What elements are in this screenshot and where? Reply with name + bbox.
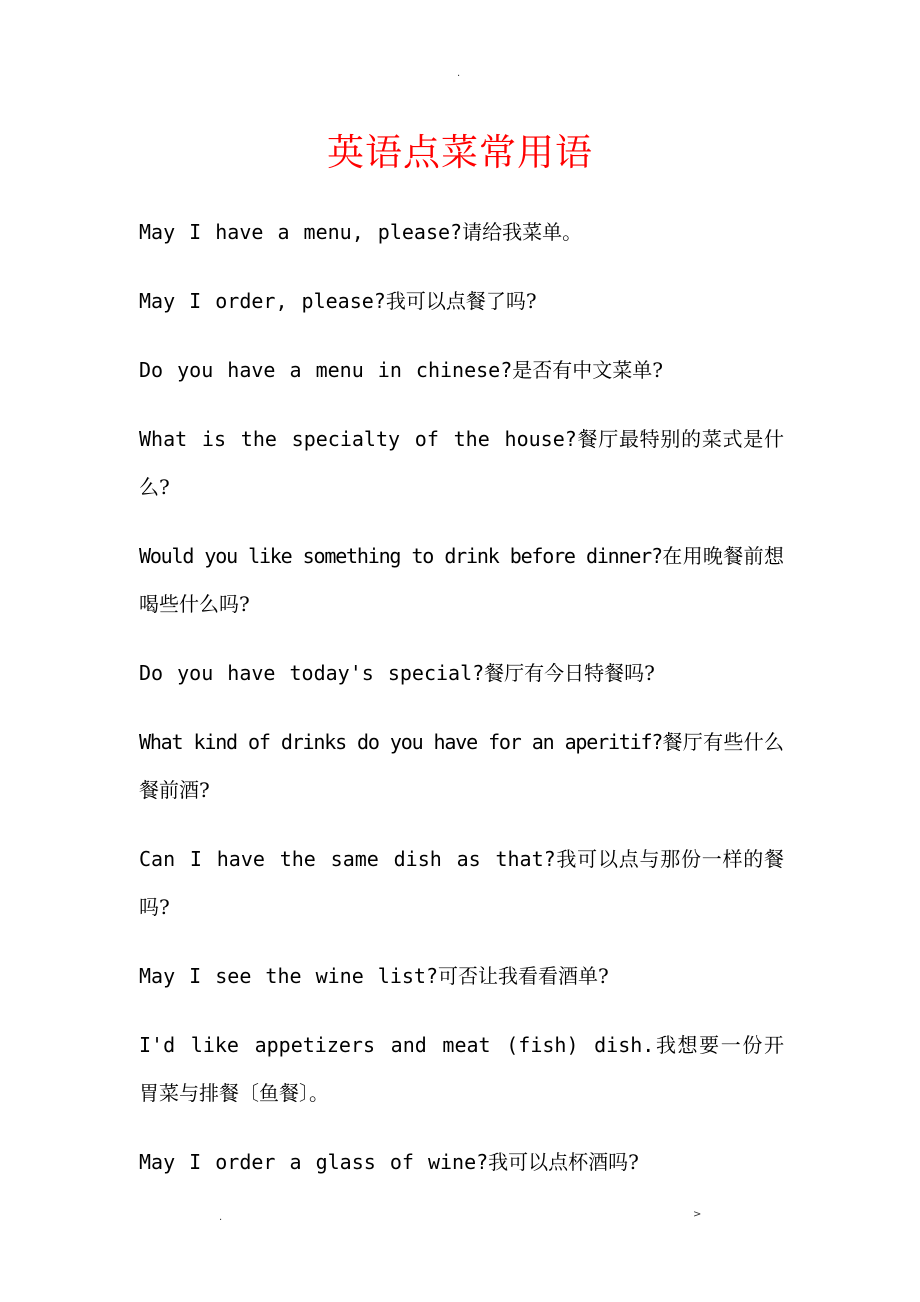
phrase-english: Can I have the same dish as that? [139,847,556,871]
phrase-english: What is the specialty of the house? [139,427,577,451]
phrase-chinese: 餐厅最特别的菜式是什么? [139,427,785,499]
phrase-chinese: 餐厅有今日特餐吗? [484,661,655,685]
footer-left-mark: . [219,1212,223,1223]
document-title: 英语点菜常用语 [327,131,593,174]
phrase-chinese: 餐厅有些什么餐前酒? [139,730,785,802]
phrase-item [139,208,784,256]
phrase-english: May I order a glass of wine? [139,1150,489,1174]
phrase-list [139,208,784,1207]
header-mark: . [457,68,461,79]
phrase-chinese: 我可以点餐了吗? [385,289,537,313]
phrase-english: I'd like appetizers and meat (fish) dish. [139,1033,655,1057]
phrase-english: Do you have today's special? [139,661,485,685]
phrase-chinese: 我可以点杯酒吗? [488,1150,639,1174]
phrase-english: May I order, please? [139,289,386,313]
phrase-chinese: 是否有中文菜单? [512,358,663,382]
phrase-english: Would you like something to drink before dinner? [139,544,662,568]
phrase-item [139,1138,784,1186]
phrase-item [139,277,784,325]
phrase-chinese: 我可以点与那份一样的餐吗? [139,847,785,919]
phrase-item [139,532,784,628]
phrase-item [139,1021,784,1117]
phrase-chinese: 在用晚餐前想喝些什么吗? [139,544,784,616]
phrase-chinese: 我想要一份开胃菜与排餐〔鱼餐〕。 [139,1033,784,1105]
phrase-chinese: 可否让我看看酒单? [437,964,609,988]
phrase-chinese: 请给我菜单。 [462,220,583,244]
phrase-english: May I have a menu, please? [139,220,463,244]
phrase-item [139,835,784,931]
phrase-item [139,952,784,1000]
footer-right-mark: > [693,1209,702,1220]
phrase-item [139,415,784,511]
phrase-english: May I see the wine list? [139,964,438,988]
phrase-english: Do you have a menu in chinese? [139,358,513,382]
phrase-item [139,649,784,697]
phrase-item [139,346,784,394]
phrase-english: What kind of drinks do you have for an aperitif? [139,730,663,754]
phrase-item [139,718,784,814]
